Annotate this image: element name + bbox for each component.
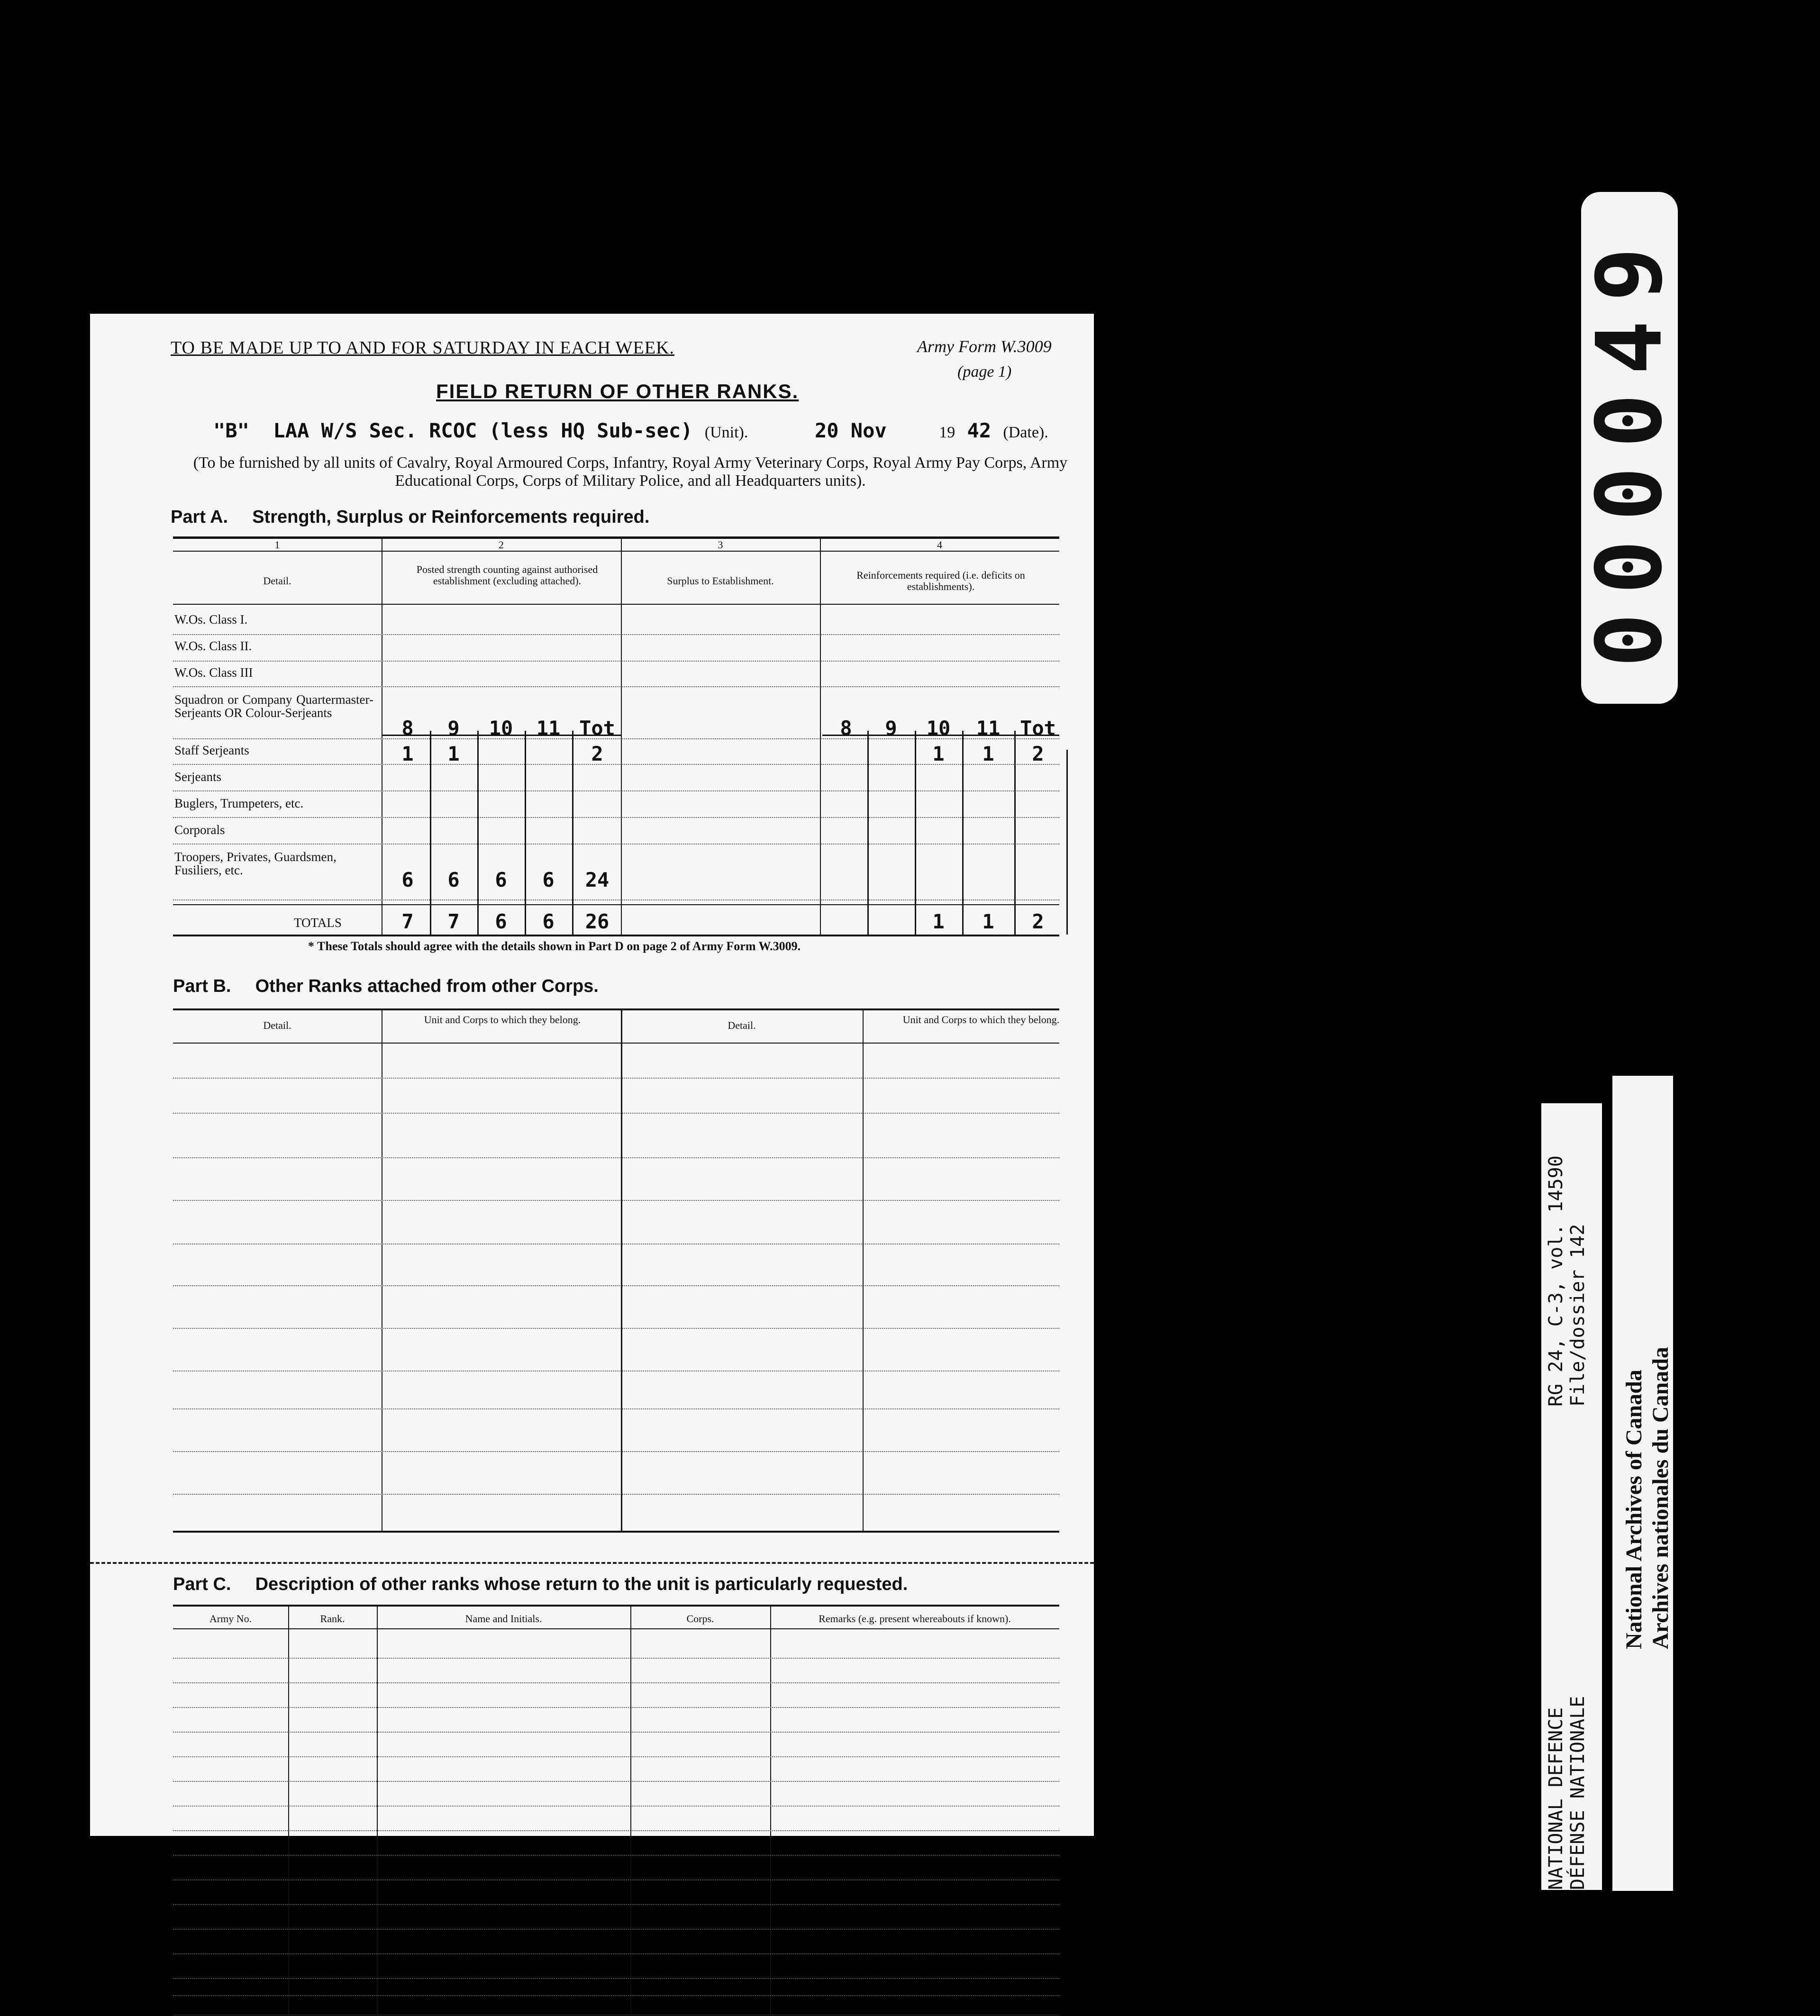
part-c-col-corps: Corps. — [686, 1613, 714, 1625]
page-number: (page 1) — [957, 363, 1012, 381]
reinf-col-10: 10 — [926, 717, 951, 740]
staff-serjeants-reinf-11: 1 — [982, 742, 994, 765]
totals-reinf-tot: 2 — [1032, 910, 1044, 933]
part-c-col-name: Name and Initials. — [465, 1613, 542, 1625]
part-c-col-rank: Rank. — [320, 1613, 345, 1625]
col-header-posted: Posted strength counting against authorised establishment (excluding attached). — [416, 563, 598, 587]
archives-label — [1621, 1347, 1674, 1649]
troopers-posted-11: 6 — [542, 868, 555, 891]
reinf-col-9: 9 — [885, 717, 897, 740]
part-c-title: Description of other ranks whose return to the unit is particularly requested. — [255, 1574, 908, 1594]
form-title: FIELD RETURN OF OTHER RANKS. — [436, 380, 799, 402]
row-label-staff-serjeants: Staff Serjeants — [174, 743, 249, 757]
row-label-totals: TOTALS — [294, 916, 342, 930]
army-form-number: Army Form W.3009 — [917, 337, 1052, 356]
staff-serjeants-reinf-tot: 2 — [1032, 742, 1044, 765]
archives-fr: Archives nationales du Canada — [1648, 1347, 1673, 1649]
troopers-posted-9: 6 — [447, 868, 460, 891]
col-number-3: 3 — [718, 539, 723, 551]
row-label-wo2: W.Os. Class II. — [174, 639, 252, 653]
archives-en: National Archives of Canada — [1621, 1370, 1647, 1649]
unit-line — [213, 419, 1048, 442]
part-b-col-detail-1: Detail. — [263, 1019, 291, 1031]
archive-reference-tag — [1541, 1103, 1602, 1890]
instructions: (To be furnished by all units of Cavalry, Royal Armoured Corps, Infantry, Royal Army Veterinary Corps, Royal Army Pay Corps, Army Educational Corps, Corps of Military Police, and all Headquarters units). — [193, 454, 1068, 490]
part-b-col-unit-1: Unit and Corps to which they belong. — [424, 1014, 581, 1026]
col-number-1: 1 — [274, 539, 280, 551]
col-header-detail: Detail. — [263, 575, 291, 587]
dept-en: NATIONAL DEFENCE — [1545, 1707, 1567, 1890]
unit-label: (Unit). — [704, 424, 748, 441]
stamp-number-panel — [1577, 192, 1682, 704]
posted-col-8: 8 — [401, 717, 414, 740]
posted-col-9: 9 — [447, 717, 460, 740]
date-label: (Date). — [1003, 424, 1048, 441]
posted-col-tot: Tot — [579, 717, 615, 740]
part-b-heading — [173, 976, 599, 997]
totals-posted-8: 7 — [401, 910, 414, 933]
date-value: 20 Nov — [814, 419, 887, 442]
totals-footnote: * These Totals should agree with the details shown in Part D on page 2 of Army Form W.3009. — [308, 939, 801, 953]
part-c-col-remarks: Remarks (e.g. present whereabouts if known). — [819, 1613, 1011, 1625]
staff-serjeants-posted-tot: 2 — [591, 742, 603, 765]
troopers-posted-10: 6 — [495, 868, 507, 891]
posted-col-10: 10 — [489, 717, 513, 740]
col-header-surplus: Surplus to Establishment. — [667, 575, 774, 587]
totals-posted-11: 6 — [542, 910, 555, 933]
col-number-2: 2 — [499, 539, 504, 551]
unit-value: "B" LAA W/S Sec. RCOC (less HQ Sub-sec) — [213, 419, 693, 442]
staff-serjeants-reinf-10: 1 — [932, 742, 945, 765]
part-c-col-army-no: Army No. — [209, 1613, 252, 1625]
reinf-col-8: 8 — [840, 717, 852, 740]
col-number-4: 4 — [937, 539, 942, 551]
posted-col-11: 11 — [536, 717, 561, 740]
part-b-col-unit-2: Unit and Corps to which they belong. — [902, 1014, 1060, 1026]
dept-label — [1545, 1696, 1589, 1890]
row-label-buglers: Buglers, Trumpeters, etc. — [174, 796, 304, 810]
part-b-col-detail-2: Detail. — [728, 1019, 756, 1031]
archive-reference: RG 24, C-3, vol. 14590 — [1545, 1155, 1567, 1407]
totals-posted-10: 6 — [495, 910, 507, 933]
totals-reinf-10: 1 — [932, 910, 945, 933]
year-prefix: 19 — [939, 424, 956, 441]
part-a-title: Strength, Surplus or Reinforcements required. — [252, 507, 650, 527]
stamp-number: 000049 — [1577, 228, 1682, 668]
part-b-label: Part B. — [173, 976, 231, 996]
staff-serjeants-posted-9: 1 — [447, 742, 460, 765]
archives-name-tag — [1612, 1076, 1673, 1891]
totals-posted-tot: 26 — [585, 910, 610, 933]
made-up-notice: TO BE MADE UP TO AND FOR SATURDAY IN EACH WEEK. — [171, 338, 674, 358]
form-page — [90, 314, 1094, 1836]
part-c-label: Part C. — [173, 1574, 231, 1594]
totals-reinf-11: 1 — [982, 910, 994, 933]
archive-file: File/dossier 142 — [1567, 1224, 1589, 1407]
reference-label — [1545, 1155, 1589, 1407]
troopers-posted-8: 6 — [401, 868, 414, 891]
reinf-col-11: 11 — [976, 717, 1001, 740]
part-a-heading — [171, 507, 649, 527]
troopers-posted-tot: 24 — [585, 868, 610, 891]
row-label-corporals: Corporals — [174, 823, 225, 837]
part-b-title: Other Ranks attached from other Corps. — [255, 976, 599, 996]
col-header-reinforcements: Reinforcements required (i.e. deficits on establishments). — [856, 569, 1025, 592]
row-label-troopers: Troopers, Privates, Guardsmen, Fusiliers, etc. — [174, 850, 337, 877]
part-c-heading — [173, 1574, 908, 1595]
reinf-col-tot: Tot — [1020, 717, 1056, 740]
year-value: 42 — [967, 419, 992, 442]
row-label-serjeants: Serjeants — [174, 770, 221, 784]
row-label-wo3: W.Os. Class III — [174, 665, 253, 680]
totals-posted-9: 7 — [447, 910, 460, 933]
row-label-cqms: Squadron or Company Quartermaster-Serjeants OR Colour-Serjeants — [174, 692, 373, 720]
row-label-wo1: W.Os. Class I. — [174, 612, 248, 627]
staff-serjeants-posted-8: 1 — [401, 742, 414, 765]
part-a-label: Part A. — [171, 507, 228, 527]
dept-fr: DÉFENSE NATIONALE — [1567, 1696, 1589, 1890]
